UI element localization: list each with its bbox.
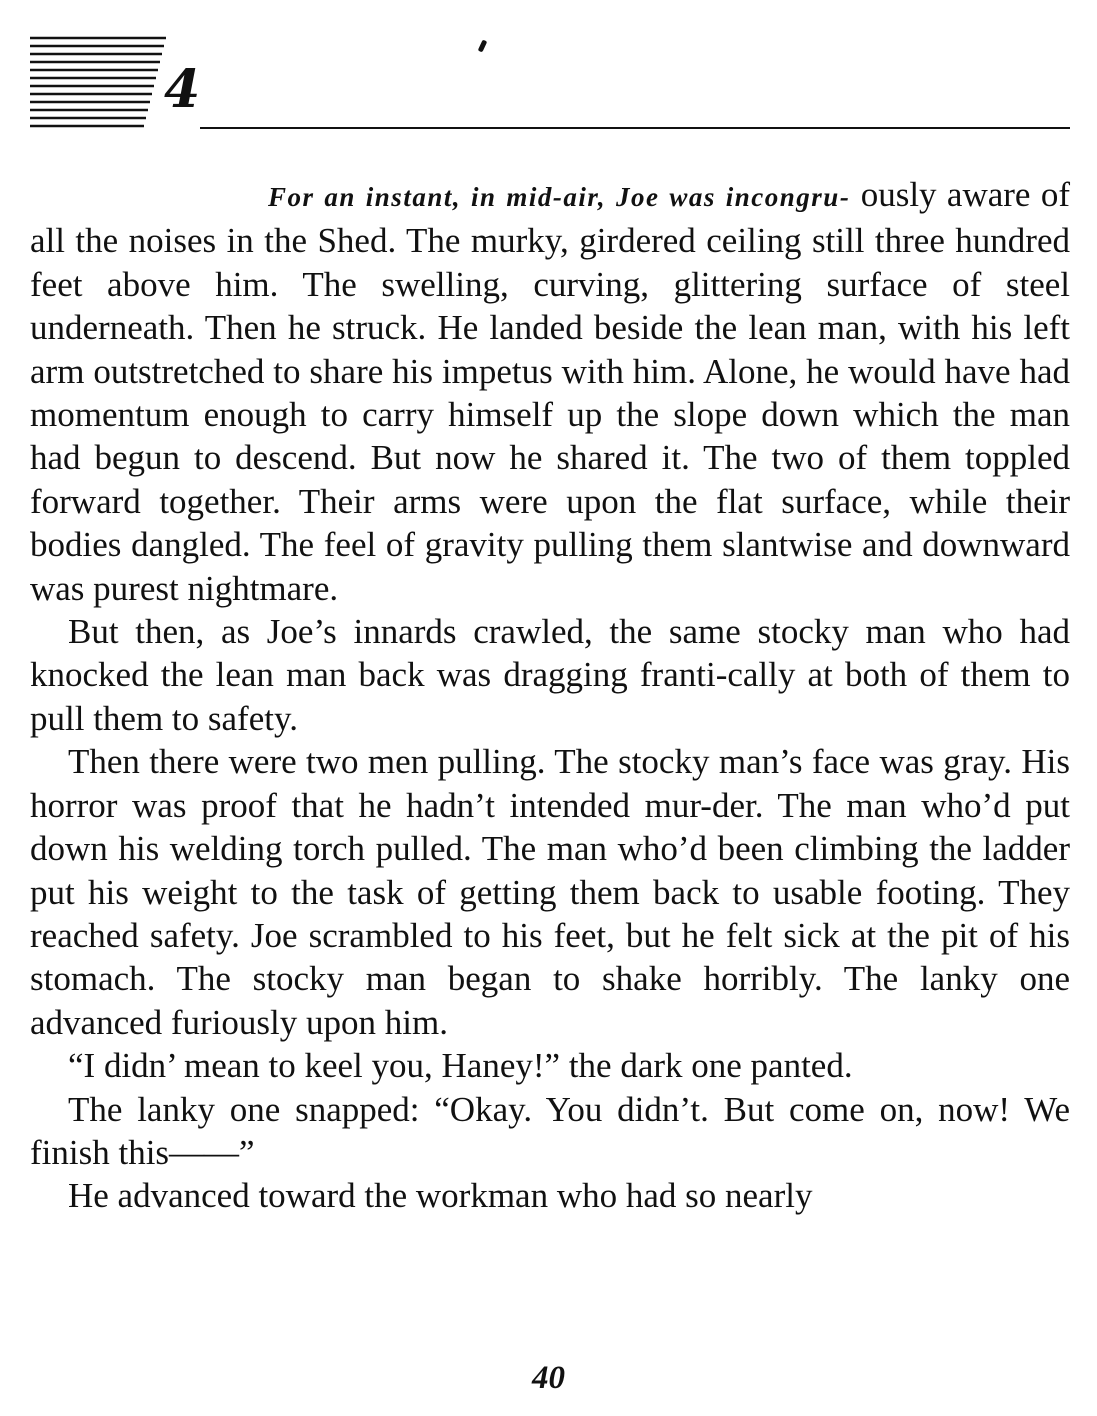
- opening-paragraph: [30, 173, 1070, 610]
- paragraph: He advanced toward the workman who had so nearly: [68, 1176, 813, 1216]
- opening-rest: ously aware of all the noises in the Shed. The murky, girdered ceiling still three hundred feet above him. The swelling, curving, glittering surface of steel underneath. Then he struck. He landed beside the lean man, with his left arm outstretched to share his impetus with him. Alone, he would have had momentum enough to carry himself up the slope down which the man had begun to descend. But now he shared it. The two of them toppled forward together. Their arms were upon the flat surface, while their bodies dangled. The feel of gravity pulling them slantwise and downward was purest nightmare.: [30, 175, 1071, 608]
- paragraph: “I didn’ mean to keel you, Haney!” the dark one panted.: [68, 1046, 853, 1086]
- chapter-rule: [200, 127, 1070, 129]
- paragraph: The lanky one snapped: “Okay. You didn’t. But come on, now! We finish this——”: [30, 1089, 1070, 1172]
- chapter-number: 4: [164, 59, 201, 120]
- paragraph: Then there were two men pulling. The stocky man’s face was gray. His horror was proof that he hadn’t intended mur-der. The man who’d put down his welding torch pulled. The man who’d been climbing the ladder put his weight to the task of getting them back to usable footing. They reached safety. Joe scrambled to his feet, but he felt sick at the pit of his stomach. The stocky man began to shake horribly. The lanky one advanced furiously upon him.: [30, 742, 1070, 1042]
- body-text: [30, 173, 1070, 1218]
- paragraph: But then, as Joe’s innards crawled, the same stocky man who had knocked the lean man back was dragging franti-cally at both of them to pull them to safety.: [30, 612, 1070, 738]
- chapter-ornament: [30, 34, 170, 130]
- opening-lead: For an instant, in mid-air, Joe was incongru-: [268, 182, 851, 212]
- ink-speck: [478, 40, 488, 53]
- page-number: 40: [532, 1360, 565, 1396]
